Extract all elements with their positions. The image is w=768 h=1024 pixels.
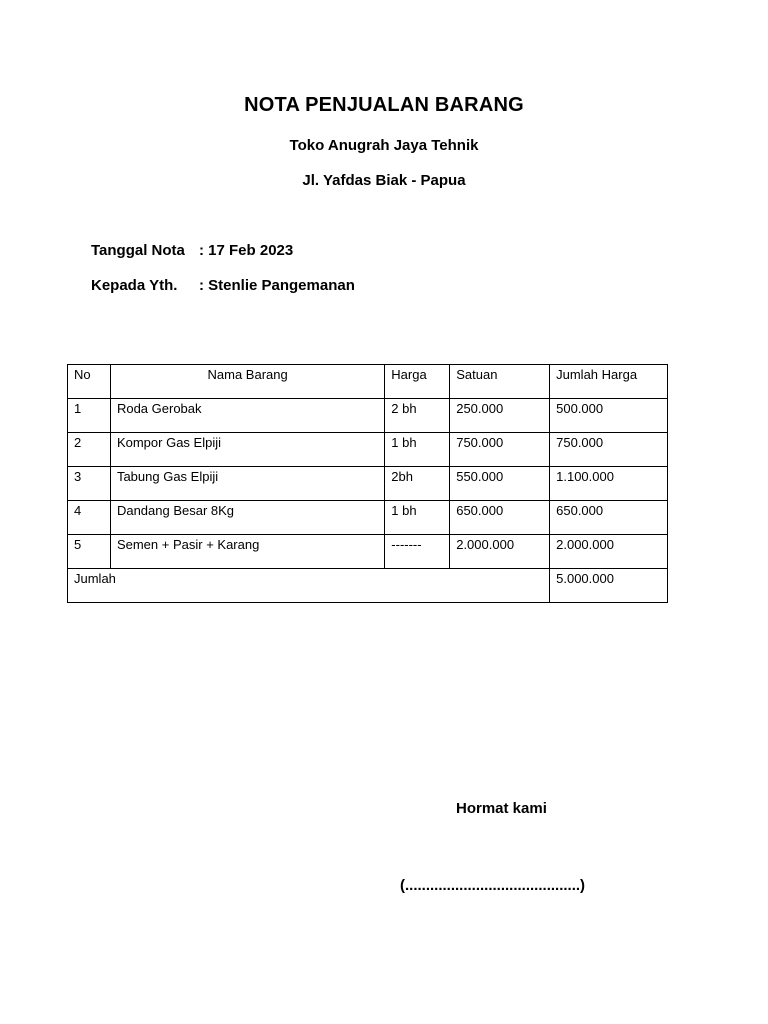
- cell-no: 1: [68, 399, 111, 433]
- cell-total-price: 2.000.000: [550, 535, 668, 569]
- cell-no: 2: [68, 433, 111, 467]
- cell-price: 1 bh: [385, 501, 450, 535]
- cell-item-name: Dandang Besar 8Kg: [110, 501, 384, 535]
- cell-item-name: Kompor Gas Elpiji: [110, 433, 384, 467]
- date-row: [91, 242, 293, 259]
- date-value: : 17 Feb 2023: [199, 242, 294, 259]
- cell-unit: 250.000: [450, 399, 550, 433]
- cell-unit: 2.000.000: [450, 535, 550, 569]
- cell-total-price: 500.000: [550, 399, 668, 433]
- recipient-row: [91, 277, 355, 294]
- store-address: Jl. Yafdas Biak - Papua: [302, 172, 466, 189]
- store-name: Toko Anugrah Jaya Tehnik: [289, 137, 479, 154]
- cell-no: 4: [68, 501, 111, 535]
- cell-price: -------: [385, 535, 450, 569]
- table-row: [68, 433, 668, 467]
- recipient-label: Kepada Yth.: [91, 277, 178, 294]
- cell-item-name: Tabung Gas Elpiji: [110, 467, 384, 501]
- total-row: [68, 569, 668, 603]
- cell-no: 3: [68, 467, 111, 501]
- table-row: [68, 399, 668, 433]
- items-table: [67, 364, 668, 603]
- signature-line: (..........................................): [400, 877, 586, 894]
- date-label: Tanggal Nota: [91, 242, 185, 259]
- header-price: Harga: [385, 365, 450, 399]
- cell-unit: 750.000: [450, 433, 550, 467]
- cell-total-price: 650.000: [550, 501, 668, 535]
- table-header-row: [68, 365, 668, 399]
- header-no: No: [68, 365, 111, 399]
- recipient-value: : Stenlie Pangemanan: [199, 277, 355, 294]
- page-title: NOTA PENJUALAN BARANG: [244, 94, 524, 116]
- cell-total-price: 750.000: [550, 433, 668, 467]
- cell-item-name: Roda Gerobak: [110, 399, 384, 433]
- table-row: [68, 535, 668, 569]
- cell-total-price: 1.100.000: [550, 467, 668, 501]
- header-total-price: Jumlah Harga: [550, 365, 668, 399]
- header-unit: Satuan: [450, 365, 550, 399]
- closing-text: Hormat kami: [456, 800, 547, 817]
- header-item-name: Nama Barang: [110, 365, 384, 399]
- table-row: [68, 501, 668, 535]
- total-label: Jumlah: [68, 569, 550, 603]
- total-value: 5.000.000: [550, 569, 668, 603]
- cell-unit: 550.000: [450, 467, 550, 501]
- cell-item-name: Semen + Pasir + Karang: [110, 535, 384, 569]
- cell-price: 2 bh: [385, 399, 450, 433]
- cell-no: 5: [68, 535, 111, 569]
- table-row: [68, 467, 668, 501]
- cell-price: 1 bh: [385, 433, 450, 467]
- cell-price: 2bh: [385, 467, 450, 501]
- cell-unit: 650.000: [450, 501, 550, 535]
